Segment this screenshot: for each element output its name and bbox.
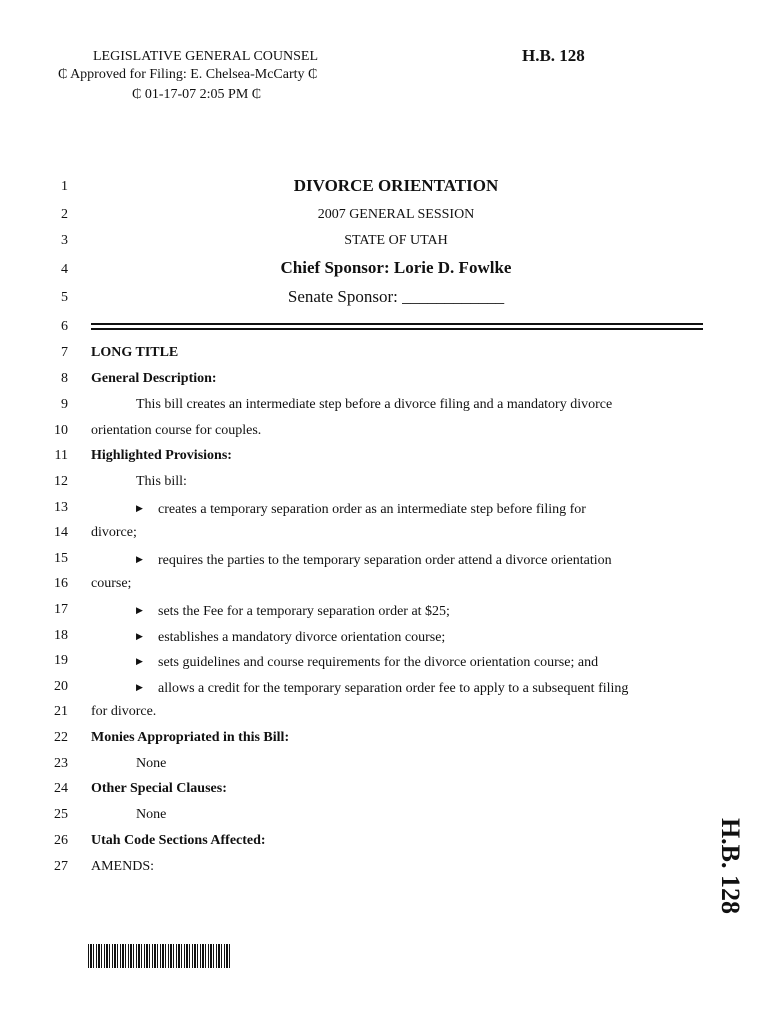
provision-item: ▶ requires the parties to the temporary separation order attend a divorce orientation	[136, 550, 612, 570]
line-number: 8	[61, 371, 68, 386]
special-clauses-heading: Other Special Clauses:	[91, 781, 227, 796]
description-text: orientation course for couples.	[91, 423, 262, 438]
general-description-heading: General Description:	[91, 371, 217, 386]
line-number: 24	[54, 781, 68, 796]
approval-stamp: ₵ Approved for Filing: E. Chelsea-McCarty ₵	[58, 67, 318, 82]
line-number: 13	[54, 500, 68, 515]
amends-label: AMENDS:	[91, 859, 155, 874]
bullet-arrow-icon: ▶	[136, 605, 143, 615]
provision-continuation: for divorce.	[91, 704, 157, 719]
line-number: 12	[54, 474, 68, 489]
provision-item: ▶ allows a credit for the temporary separation order fee to apply to a subsequent filing	[136, 678, 628, 698]
bill-title: DIVORCE ORIENTATION	[293, 176, 499, 195]
line-number: 19	[54, 653, 68, 668]
provisions-intro: This bill:	[136, 474, 187, 489]
bullet-arrow-icon: ▶	[136, 631, 143, 641]
provision-item: ▶ establishes a mandatory divorce orientation course;	[136, 627, 445, 647]
barcode	[88, 944, 232, 968]
provision-continuation: course;	[91, 576, 132, 591]
provision-item: ▶ sets the Fee for a temporary separation order at $25;	[136, 601, 450, 621]
bullet-arrow-icon: ▶	[136, 503, 143, 513]
title-divider-bottom	[91, 328, 703, 330]
provision-continuation: divorce;	[91, 525, 137, 540]
line-number: 22	[54, 730, 68, 745]
highlighted-provisions-heading: Highlighted Provisions:	[91, 448, 232, 463]
chief-sponsor: Chief Sponsor: Lorie D. Fowlke	[280, 258, 512, 277]
line-number: 21	[54, 704, 68, 719]
sidebar-bill-number: H.B. 128	[716, 817, 745, 915]
session-line: 2007 GENERAL SESSION	[317, 207, 475, 222]
bullet-arrow-icon: ▶	[136, 682, 143, 692]
line-number: 10	[54, 423, 68, 438]
title-divider-top	[91, 323, 703, 325]
monies-heading: Monies Appropriated in this Bill:	[91, 730, 290, 745]
description-text: This bill creates an intermediate step before a divorce filing and a mandatory divorce	[136, 397, 613, 412]
line-number: 17	[54, 602, 68, 617]
line-number: 2	[61, 207, 68, 222]
line-number: 3	[61, 233, 68, 248]
line-number: 15	[54, 551, 68, 566]
approval-date: ₵ 01-17-07 2:05 PM ₵	[132, 87, 262, 102]
state-line: STATE OF UTAH	[344, 233, 448, 248]
line-number: 11	[54, 448, 68, 463]
line-number: 1	[61, 179, 68, 194]
senate-sponsor: Senate Sponsor: ____________	[287, 287, 505, 306]
line-number: 23	[54, 756, 68, 771]
monies-value: None	[136, 756, 167, 771]
counsel-heading: LEGISLATIVE GENERAL COUNSEL	[93, 49, 319, 64]
bullet-arrow-icon: ▶	[136, 656, 143, 666]
line-number: 16	[54, 576, 68, 591]
line-number: 6	[61, 319, 68, 334]
line-number: 14	[54, 525, 68, 540]
bullet-arrow-icon: ▶	[136, 554, 143, 564]
provision-item: ▶ creates a temporary separation order as an intermediate step before filing for	[136, 499, 586, 519]
line-number: 26	[54, 833, 68, 848]
special-clauses-value: None	[136, 807, 167, 822]
line-number: 9	[61, 397, 68, 412]
line-number: 20	[54, 679, 68, 694]
provision-item: ▶ sets guidelines and course requirements for the divorce orientation course; and	[136, 652, 598, 672]
line-number: 7	[61, 345, 68, 360]
line-number: 27	[54, 859, 68, 874]
line-number: 25	[54, 807, 68, 822]
line-number: 18	[54, 628, 68, 643]
long-title-heading: LONG TITLE	[91, 345, 179, 360]
bill-number: H.B. 128	[522, 46, 585, 65]
line-number: 4	[61, 262, 68, 277]
code-sections-heading: Utah Code Sections Affected:	[91, 833, 266, 848]
line-number: 5	[61, 290, 68, 305]
